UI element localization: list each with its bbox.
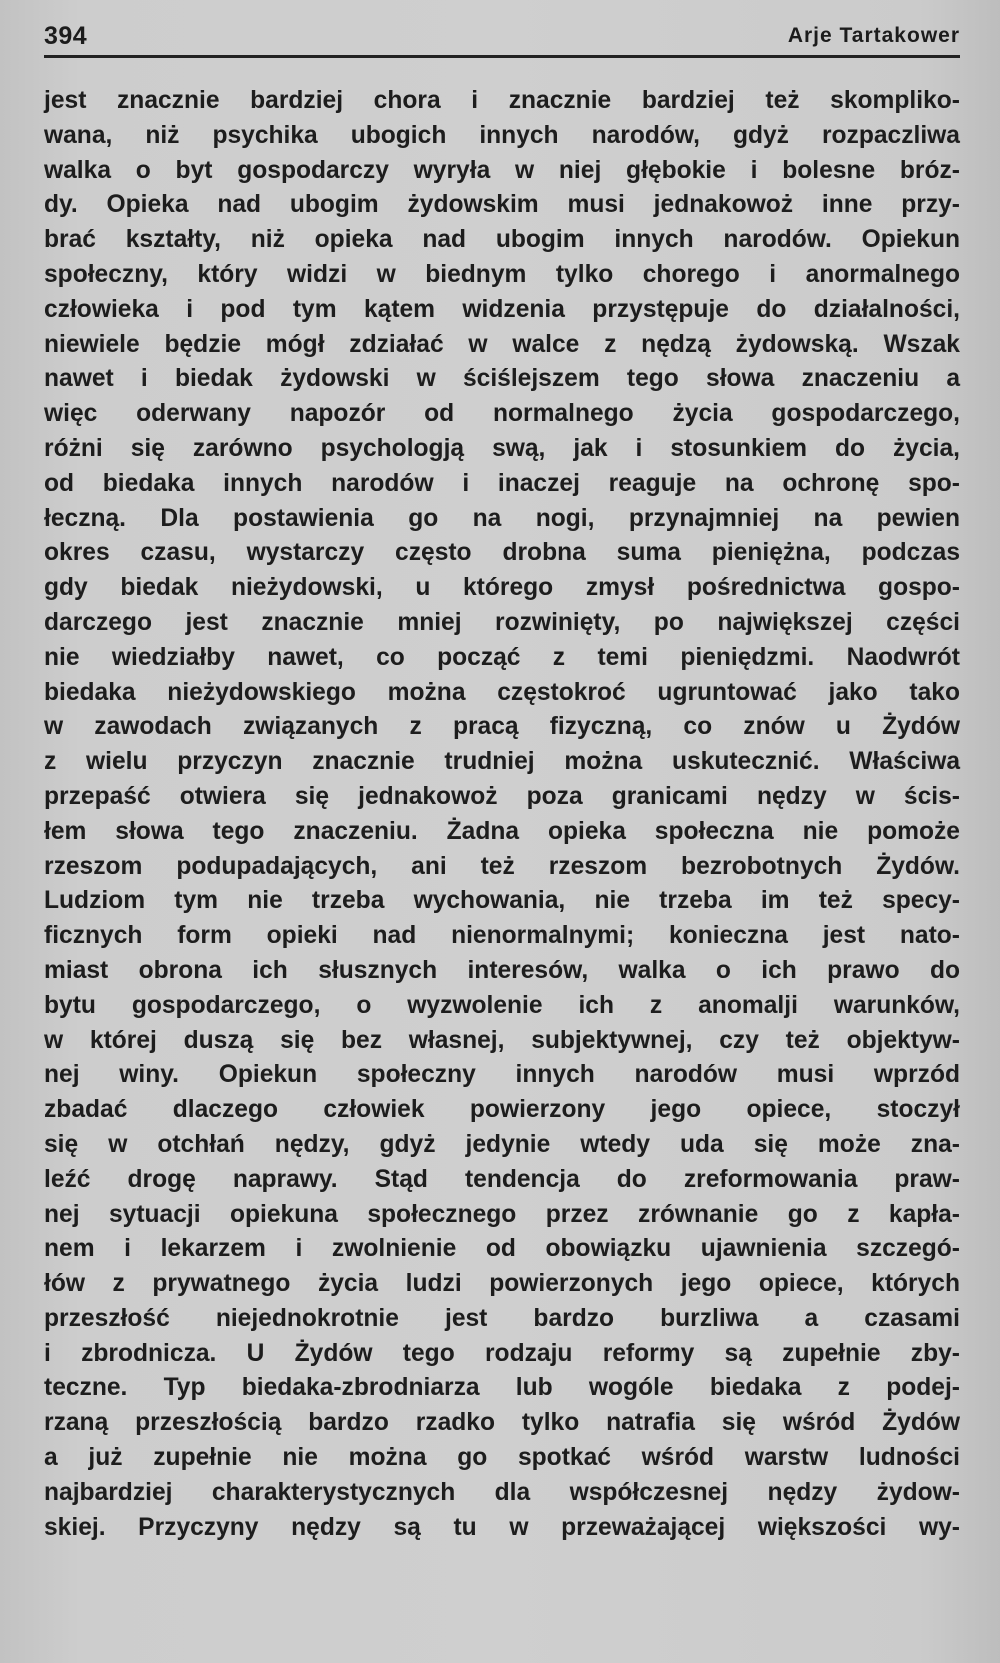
text-line: nej sytuacji opiekuna społecznego przez zrównanie go z kapła- (44, 1200, 960, 1228)
text-line: bytu gospodarczego, o wyzwolenie ich z anomalji warunków, (44, 991, 960, 1019)
text-line: biedaka nieżydowskiego można częstokroć ugruntować jako tako (44, 678, 960, 706)
text-line: leźć drogę naprawy. Stąd tendencja do zreformowania praw- (44, 1165, 960, 1193)
text-line: darczego jest znacznie mniej rozwinięty, po największej części (44, 608, 960, 636)
text-line: teczne. Typ biedaka-zbrodniarza lub wogóle biedaka z podej- (44, 1374, 960, 1402)
text-line: jest znacznie bardziej chora i znacznie bardziej też skompliko- (44, 87, 960, 114)
text-line: człowieka i pod tym kątem widzenia przystępuje do działalności, (44, 295, 960, 323)
text-line: niewiele będzie mógł zdziałać w walce z nędzą żydowską. Wszak (44, 330, 960, 358)
text-line: skiej. Przyczyny nędzy są tu w przeważającej większości wy- (44, 1513, 960, 1541)
text-line: od biedaka innych narodów i inaczej reaguje na ochronę spo- (44, 469, 960, 497)
text-line: różni się zarówno psychologją swą, jak i stosunkiem do życia, (44, 434, 960, 462)
text-line: walka o byt gospodarczy wyryła w niej głębokie i bolesne bróz- (44, 156, 960, 184)
text-line: najbardziej charakterystycznych dla współczesnej nędzy żydow- (44, 1478, 960, 1506)
text-line: zbadać dlaczego człowiek powierzony jego opiece, stoczył (44, 1096, 960, 1124)
text-line: łów z prywatnego życia ludzi powierzonych jego opiece, których (44, 1270, 960, 1298)
text-line: przepaść otwiera się jednakowoż poza granicami nędzy w ścis- (44, 782, 960, 810)
text-line: ficznych form opieki nad nienormalnymi; konieczna jest nato- (44, 922, 960, 950)
text-line: nie wiedziałby nawet, co począć z temi pieniędzmi. Naodwrót (44, 643, 960, 671)
text-line: brać kształty, niż opieka nad ubogim innych narodów. Opiekun (44, 226, 960, 254)
text-line: więc oderwany napozór od normalnego życia gospodarczego, (44, 400, 960, 428)
text-line: a już zupełnie nie można go spotkać wśród warstw ludności (44, 1444, 960, 1472)
text-line: miast obrona ich słusznych interesów, walka o ich prawo do (44, 956, 960, 984)
text-line: z wielu przyczyn znacznie trudniej można uskutecznić. Właściwa (44, 748, 960, 776)
body-text (44, 84, 960, 1545)
text-line: się w otchłań nędzy, gdyż jedynie wtedy uda się może zna- (44, 1130, 960, 1158)
text-line: rzaną przeszłością bardzo rzadko tylko natrafia się wśród Żydów (44, 1409, 960, 1437)
text-line: w której duszą się bez własnej, subjektywnej, czy też objektyw- (44, 1026, 960, 1054)
text-line: nej winy. Opiekun społeczny innych narodów musi wprzód (44, 1061, 960, 1089)
text-line: łeczną. Dla postawienia go na nogi, przynajmniej na pewien (44, 504, 960, 532)
text-line: gdy biedak nieżydowski, u którego zmysł pośrednictwa gospo- (44, 574, 960, 602)
text-line: społeczny, który widzi w biednym tylko chorego i anormalnego (44, 260, 960, 288)
text-line: Ludziom tym nie trzeba wychowania, nie trzeba im też specy- (44, 887, 960, 915)
text-line: okres czasu, wystarczy często drobna suma pieniężna, podczas (44, 539, 960, 567)
text-line: wana, niż psychika ubogich innych narodów, gdyż rozpaczliwa (44, 121, 960, 149)
header-rule (44, 55, 960, 58)
page-header (44, 22, 960, 52)
text-line: w zawodach związanych z pracą fizyczną, co znów u Żydów (44, 713, 960, 741)
page-number: 394 (44, 22, 88, 50)
text-line: nawet i biedak żydowski w ściślejszem tego słowa znaczeniu a (44, 365, 960, 393)
running-head-author: Arje Tartakower (787, 24, 960, 47)
text-line: i zbrodnicza. U Żydów tego rodzaju reformy są zupełnie zby- (44, 1339, 960, 1367)
text-line: rzeszom podupadających, ani też rzeszom bezrobotnych Żydów. (44, 852, 960, 880)
text-line: nem i lekarzem i zwolnienie od obowiązku ujawnienia szczegó- (44, 1235, 960, 1263)
text-line: łem słowa tego znaczeniu. Żadna opieka społeczna nie pomoże (44, 817, 960, 845)
text-line: przeszłość niejednokrotnie jest bardzo burzliwa a czasami (44, 1304, 960, 1332)
text-line: dy. Opieka nad ubogim żydowskim musi jednakowoż inne przy- (44, 191, 960, 219)
